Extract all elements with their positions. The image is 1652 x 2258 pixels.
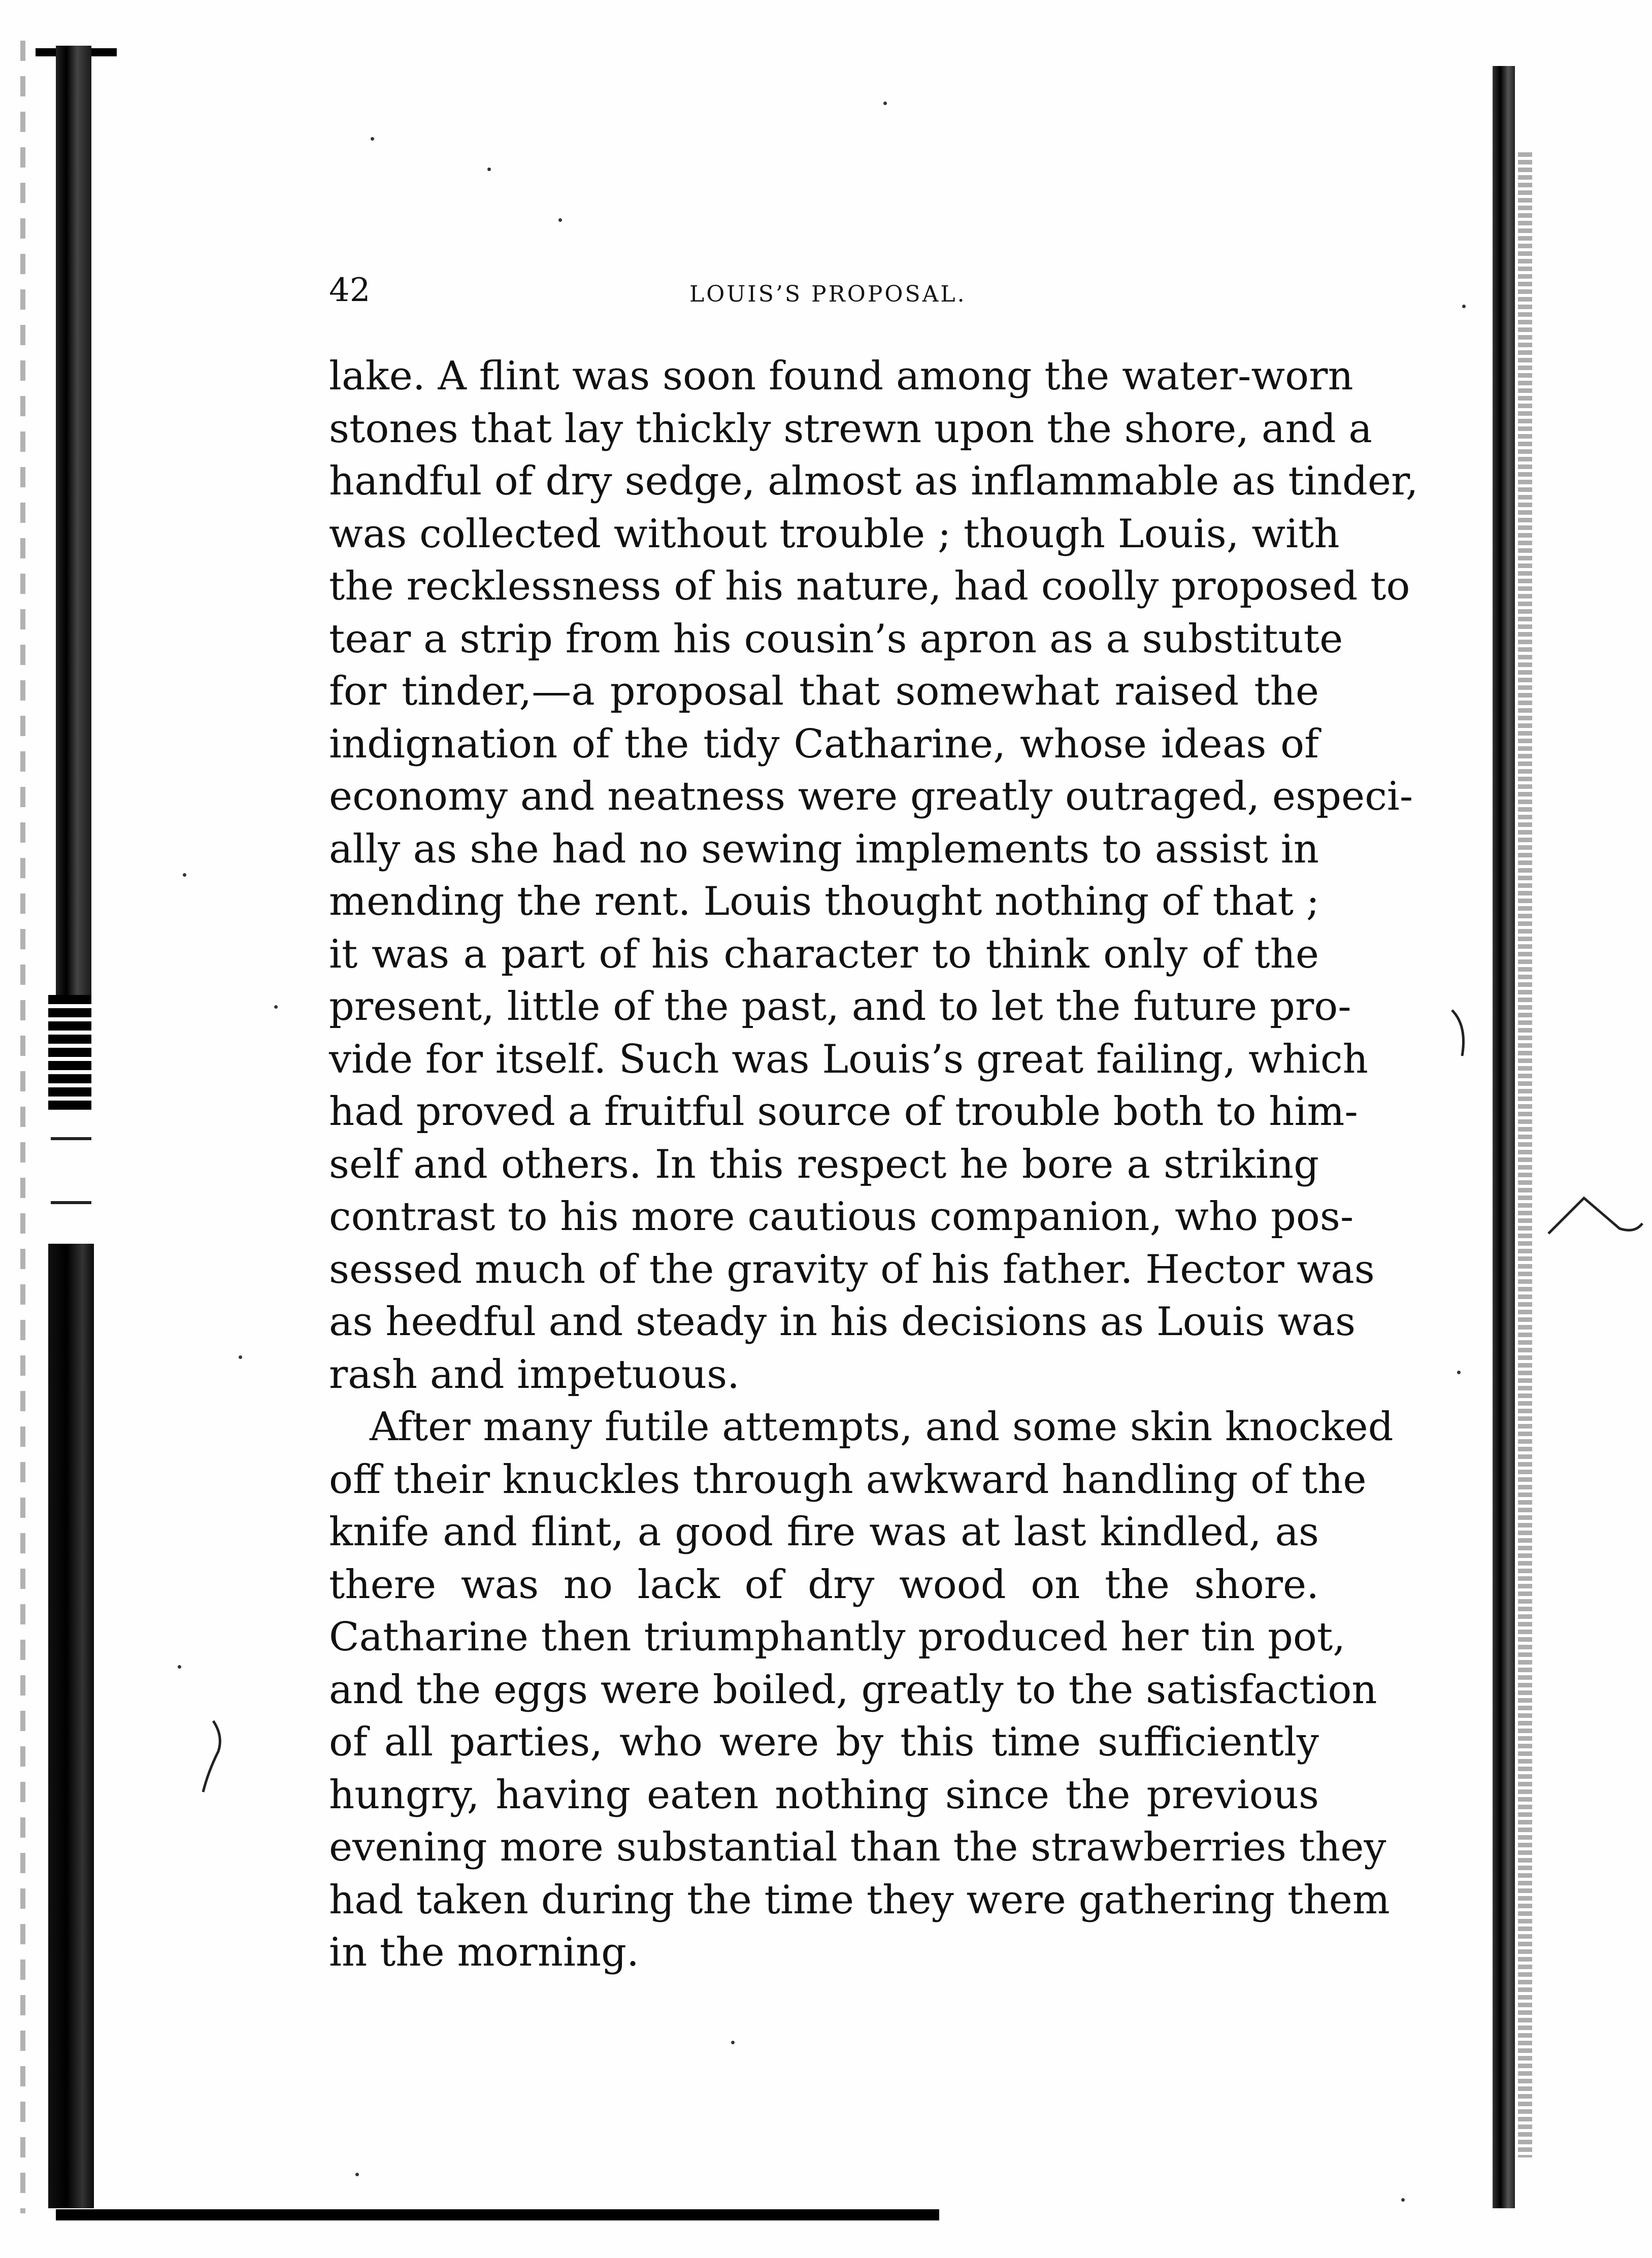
stray-mark [198, 1716, 239, 1797]
page-number: 42 [329, 272, 371, 309]
text-line: evening more substantial than the strawberries they [329, 1824, 1386, 1870]
text-line: was collected without trouble ; though Louis, with [329, 511, 1340, 557]
text-line: present, little of the past, and to let the future pro- [329, 984, 1351, 1030]
text-line: self and others. In this respect he bore a striking [329, 1141, 1319, 1187]
scan-edge-left [20, 41, 25, 2213]
body-text [329, 350, 1418, 1979]
text-line: it was a part of his character to think only of the [329, 931, 1319, 977]
paragraph-2 [329, 1401, 1394, 1979]
text-line: had proved a fruitful source of trouble both to him- [329, 1089, 1358, 1135]
scan-bar-left-upper [56, 46, 91, 1112]
speck [183, 873, 186, 877]
speck [371, 137, 374, 141]
speck [731, 2041, 735, 2044]
text-line: hungry, having eaten nothing since the previous [329, 1772, 1319, 1818]
scan-bar-left-lower [48, 1244, 94, 2208]
text-line: contrast to his more cautious companion, who pos- [329, 1194, 1354, 1240]
speck [178, 1665, 181, 1669]
stray-mark [1543, 1188, 1645, 1249]
text-line: for tinder,—a proposal that somewhat raised the [329, 669, 1319, 714]
text-line: Catharine then triumphantly produced her tin pot, [329, 1614, 1346, 1660]
speck [1457, 1371, 1461, 1374]
text-line: had taken during the time they were gathering them [329, 1877, 1390, 1923]
scan-bar-left-striped [48, 995, 91, 1112]
speck [558, 218, 562, 222]
speck [1401, 2198, 1405, 2202]
text-line: ally as she had no sewing implements to assist in [329, 826, 1319, 872]
text-line: of all parties, who were by this time sufficiently [329, 1719, 1319, 1765]
text-line: there was no lack of dry wood on the shore. [329, 1562, 1319, 1608]
text-line: tear a strip from his cousin’s apron as a substitute [329, 616, 1343, 662]
speck [239, 1355, 242, 1359]
running-head [329, 270, 1319, 311]
text-line: vide for itself. Such was Louis’s great failing, which [329, 1036, 1368, 1082]
text-line: economy and neatness were greatly outraged, especi- [329, 774, 1413, 819]
scan-bar-bottom [56, 2209, 939, 2220]
speck [1462, 305, 1466, 308]
text-line: as heedful and steady in his decisions as Louis was [329, 1299, 1356, 1345]
text-line: stones that lay thickly strewn upon the shore, and a [329, 406, 1372, 452]
scan-bar-left-ticks [51, 1137, 91, 1204]
text-line: rash and impetuous. [329, 1351, 740, 1398]
text-line: in the morning. [329, 1930, 639, 1975]
scan-edge-right [1518, 152, 1532, 2157]
text-line: knife and flint, a good fire was at last kindled, as [329, 1509, 1319, 1555]
text-line: sessed much of the gravity of his father. Hector was [329, 1246, 1375, 1292]
text-line: and the eggs were boiled, greatly to the satisfaction [329, 1667, 1377, 1713]
text-line: lake. A flint was soon found among the water-worn [329, 353, 1353, 399]
paragraph-1 [329, 350, 1418, 1401]
speck [274, 1005, 278, 1009]
scan-bar-right [1493, 66, 1515, 2208]
speck [355, 2173, 359, 2176]
speck [487, 168, 491, 171]
speck [883, 102, 887, 105]
text-line: indignation of the tidy Catharine, whose ideas of [329, 721, 1319, 767]
text-line: handful of dry sedge, almost as inflammable as tinder, [329, 458, 1418, 504]
text-line: After many futile attempts, and some skin knocked [370, 1404, 1394, 1450]
text-line: the recklessness of his nature, had coolly proposed to [329, 563, 1410, 609]
running-title: LOUIS’S PROPOSAL. [689, 281, 967, 307]
text-line: mending the rent. Louis thought nothing of that ; [329, 879, 1319, 924]
stray-mark [1447, 1005, 1488, 1066]
text-line: off their knuckles through awkward handling of the [329, 1456, 1367, 1503]
